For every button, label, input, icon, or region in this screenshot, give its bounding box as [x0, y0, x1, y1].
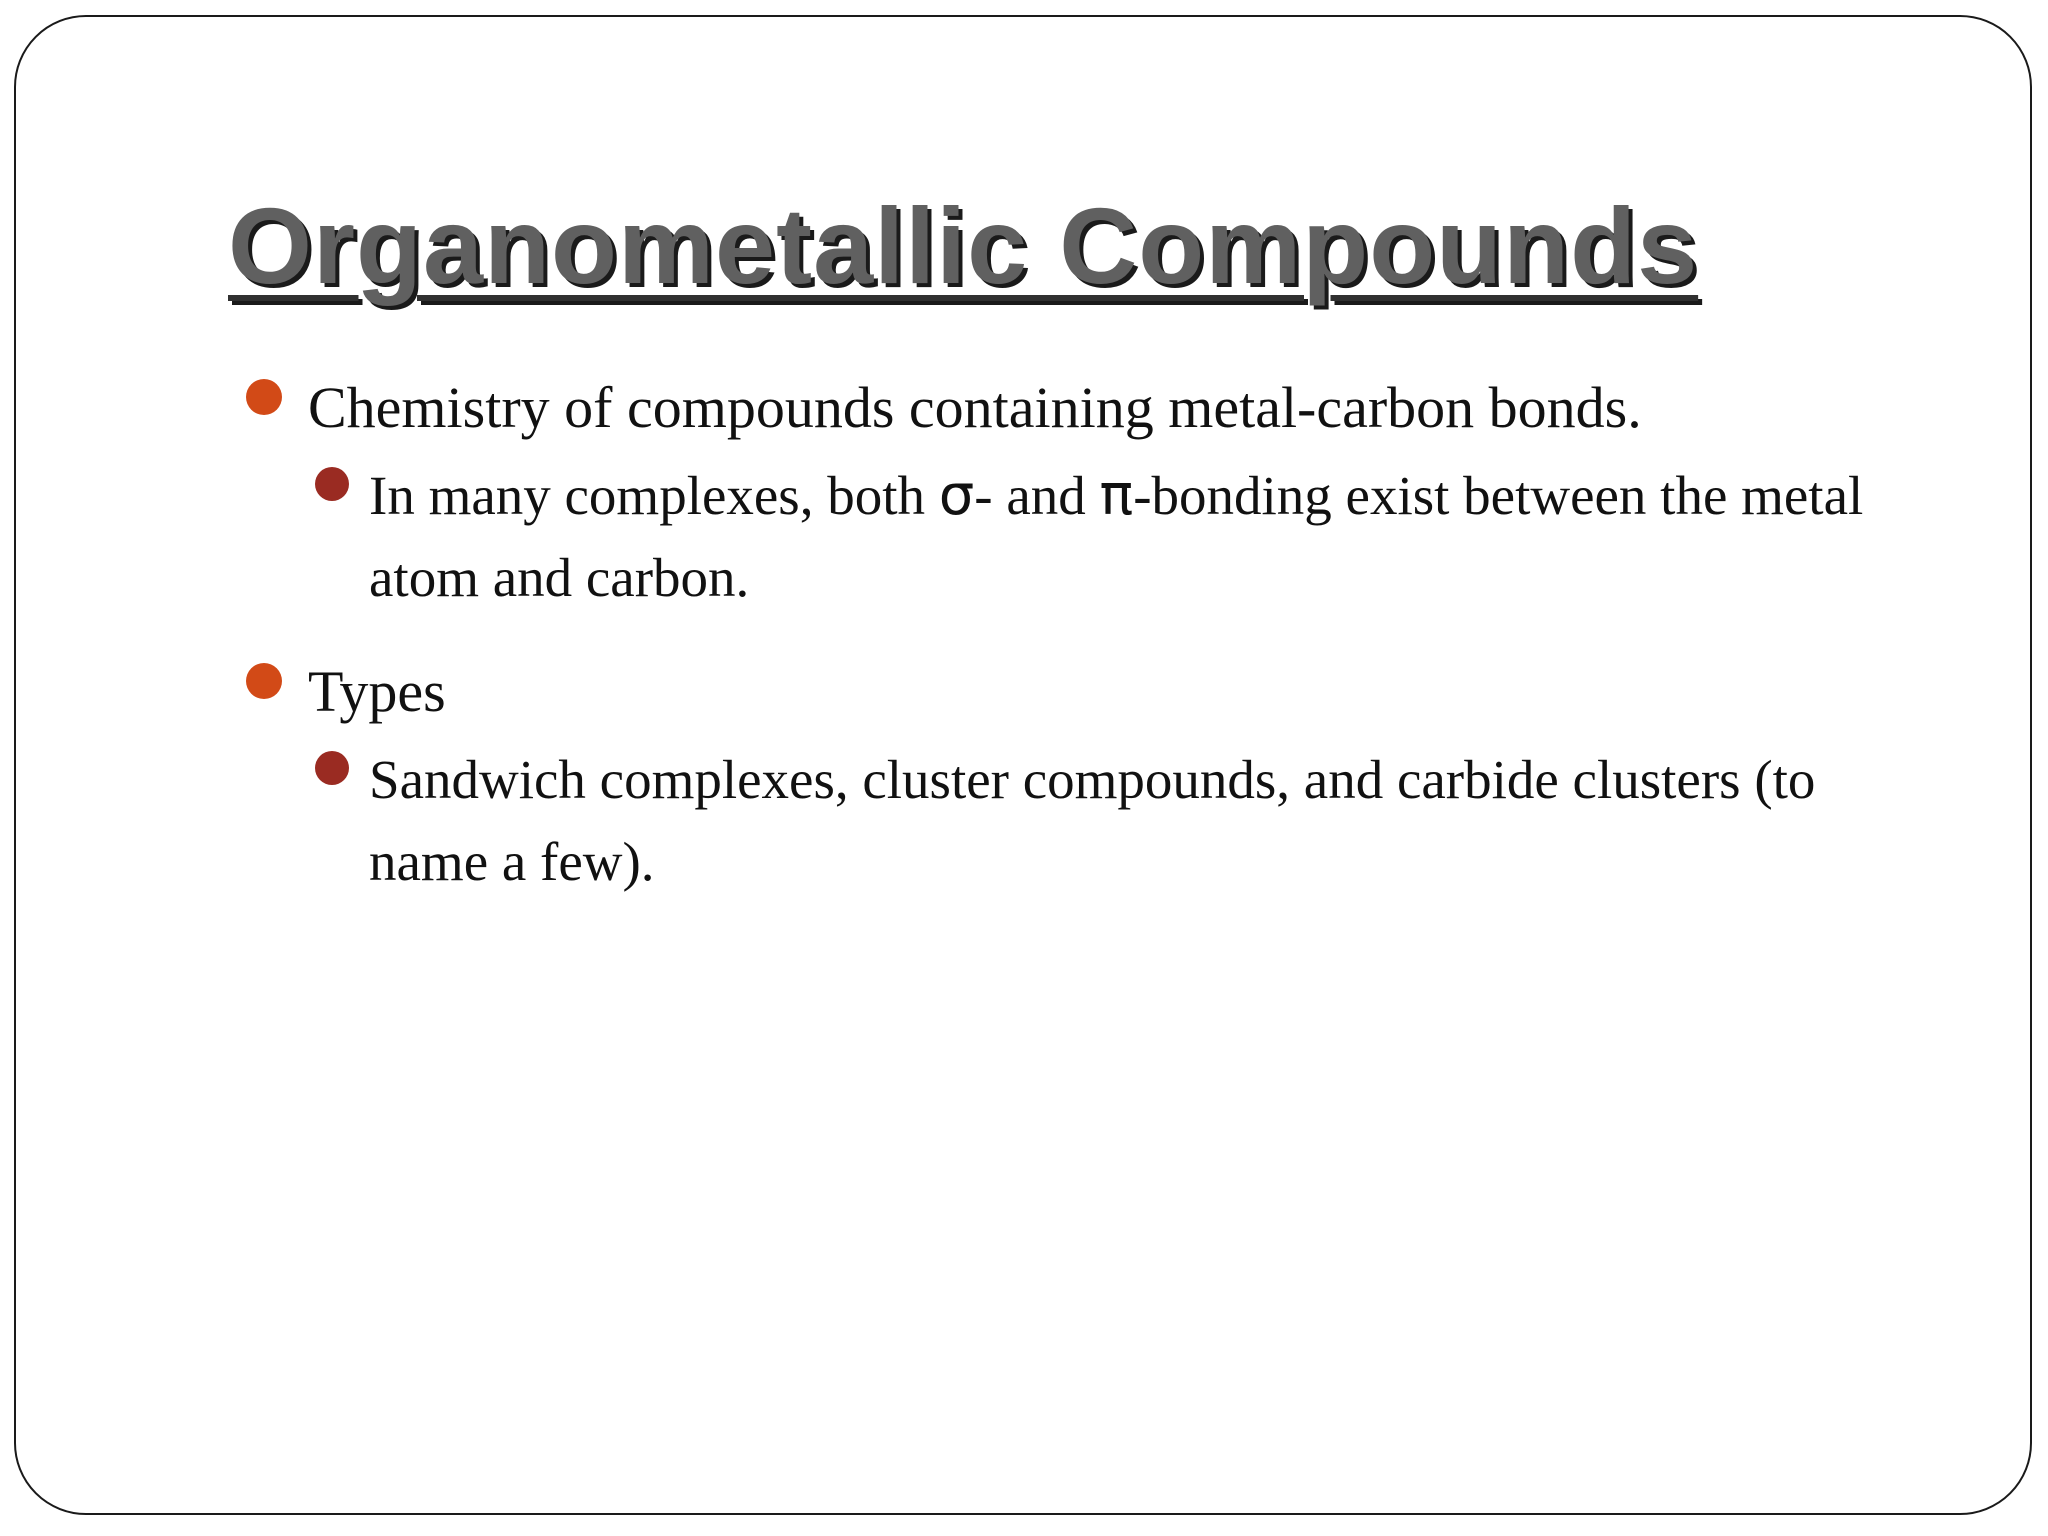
sub-bullet-item-examples	[311, 739, 1929, 903]
bullet-item-types	[236, 651, 1936, 733]
red-bullet-icon	[315, 751, 349, 785]
orange-bullet-icon	[246, 663, 282, 699]
bullet-text: Types	[308, 659, 446, 724]
sigma-symbol: σ	[938, 463, 975, 528]
slide-content	[236, 367, 1936, 935]
orange-bullet-icon	[246, 379, 282, 415]
sub-bullet-item-bonding	[311, 455, 1929, 619]
bullet-item-chemistry	[236, 367, 1936, 449]
sub-bullet-text: Sandwich complexes, cluster compounds, and carbide clusters (to name a few).	[369, 749, 1816, 892]
slide-frame	[14, 15, 2032, 1515]
sub-bullet-text-mid: - and	[974, 465, 1100, 526]
red-bullet-icon	[315, 467, 349, 501]
sub-bullet-text-post: -bonding exist between the metal atom and carbon.	[369, 465, 1864, 608]
bullet-text: Chemistry of compounds containing metal-carbon bonds.	[308, 375, 1642, 440]
slide-title: Organometallic Compounds	[228, 185, 1699, 306]
sub-bullet-text-pre: In many complexes, both	[369, 465, 939, 526]
pi-symbol: π	[1099, 463, 1134, 528]
